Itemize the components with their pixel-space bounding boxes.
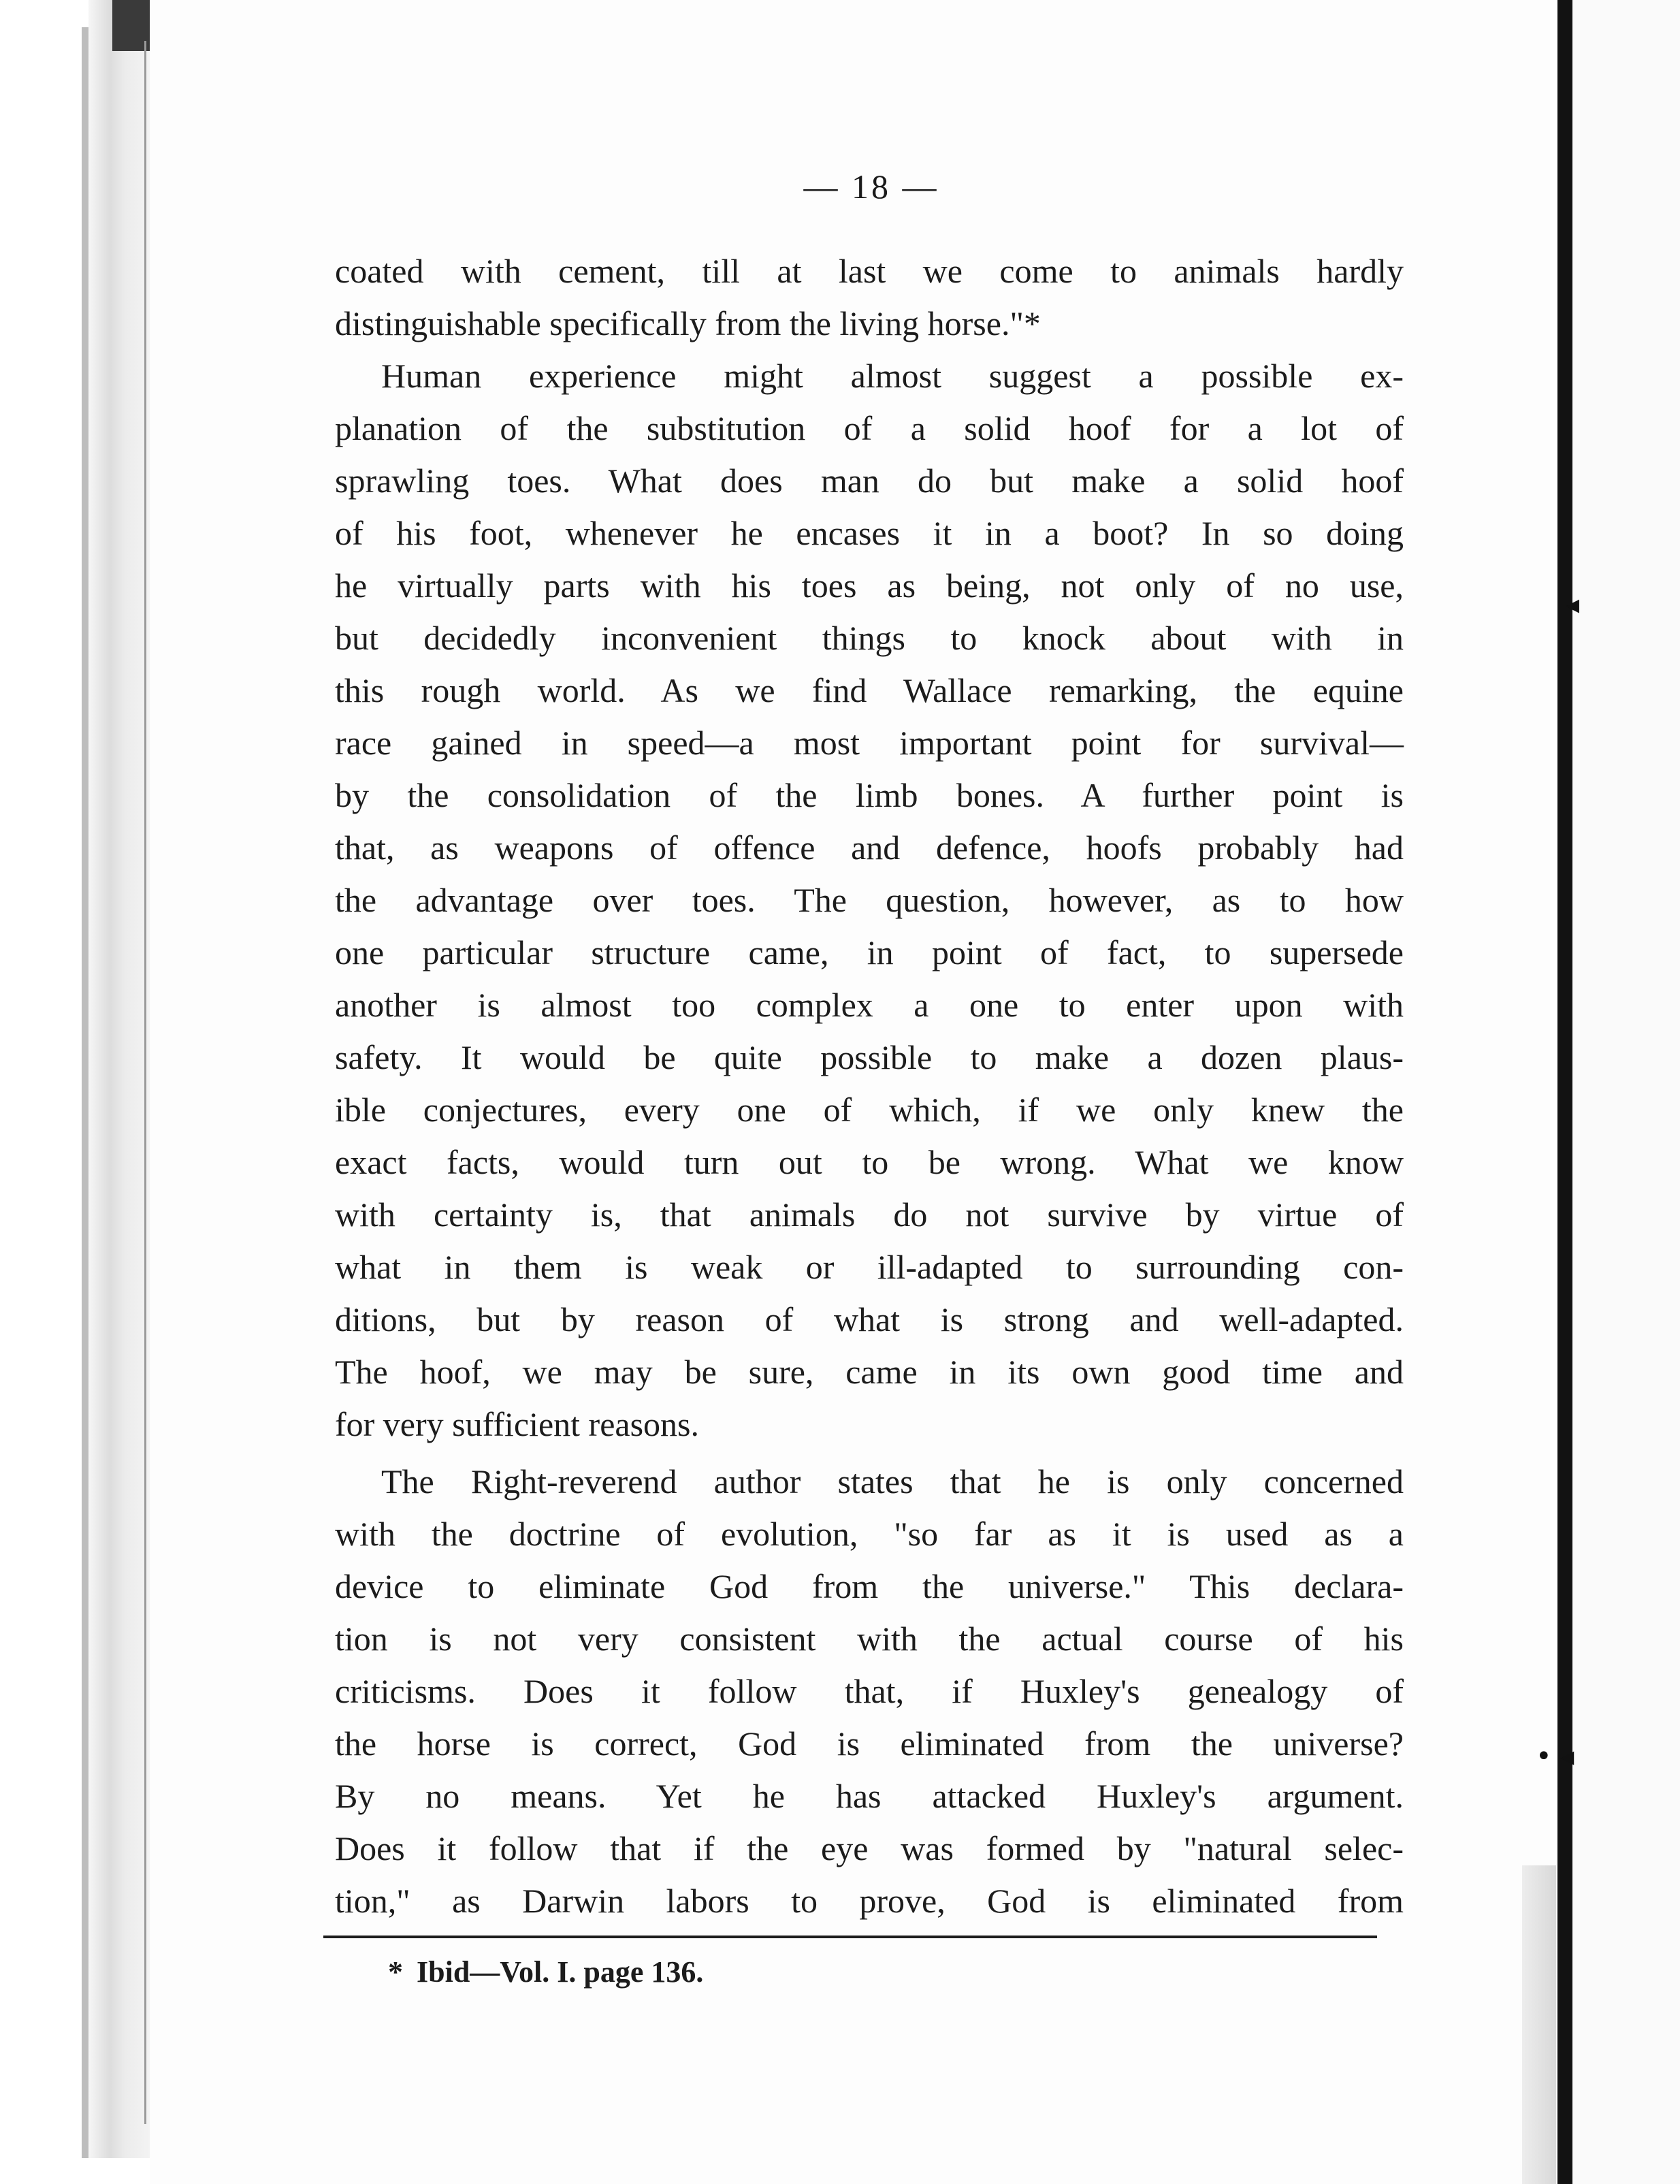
footnote — [388, 1954, 703, 1991]
footnote-text: Ibid—Vol. I. page 136. — [417, 1955, 704, 1989]
text-line: ible conjectures, every one of which, if we only knew the — [335, 1091, 1404, 1129]
left-page-edge — [88, 0, 150, 2158]
margin-mark-upper: ◂ — [1566, 589, 1580, 620]
text-line: safety. It would be quite possible to make a dozen plaus- — [335, 1038, 1404, 1076]
text-line: criticisms. Does it follow that, if Huxley's genealogy of — [335, 1672, 1404, 1710]
text-line: he virtually parts with his toes as being, not only of no use, — [335, 566, 1404, 605]
page-number: — 18 — — [803, 167, 939, 206]
text-line: exact facts, would turn out to be wrong. What we know — [335, 1143, 1404, 1181]
text-line: race gained in speed—a most important point for survival— — [335, 724, 1404, 762]
page-curl — [1522, 1865, 1556, 2184]
text-line: what in them is weak or ill-adapted to surrounding con- — [335, 1248, 1404, 1286]
text-line: one particular structure came, in point of fact, to supersede — [335, 933, 1404, 971]
text-line: distinguishable specifically from the living horse."* — [335, 304, 1041, 342]
page-edge-line — [144, 41, 146, 2124]
margin-mark-lower: • ◂ — [1536, 1741, 1574, 1772]
text-line: tion," as Darwin labors to prove, God is eliminated from — [335, 1882, 1404, 1920]
text-line: the advantage over toes. The question, however, as to how — [335, 881, 1404, 919]
text-line: of his foot, whenever he encases it in a boot? In so doing — [335, 514, 1404, 552]
text-line: with certainty is, that animals do not survive by virtue of — [335, 1195, 1404, 1234]
text-line: ditions, but by reason of what is strong and well-adapted. — [335, 1300, 1404, 1338]
text-line: that, as weapons of offence and defence, hoofs probably had — [335, 829, 1404, 867]
text-line: Human experience might almost suggest a possible ex- — [381, 357, 1404, 395]
text-line: planation of the substitution of a solid hoof for a lot of — [335, 409, 1404, 447]
binding-shadow — [82, 27, 88, 2158]
footnote-marker: * — [388, 1955, 403, 1989]
text-line: tion is not very consistent with the actual course of his — [335, 1620, 1404, 1658]
text-line: but decidedly inconvenient things to knock about with in — [335, 619, 1404, 657]
text-line: coated with cement, till at last we come to animals hardly — [335, 252, 1404, 290]
footnote-rule — [323, 1936, 1377, 1938]
text-line: the horse is correct, God is eliminated from the universe? — [335, 1724, 1404, 1763]
text-line: this rough world. As we find Wallace remarking, the equine — [335, 671, 1404, 709]
text-line: device to eliminate God from the universe." This declara- — [335, 1567, 1404, 1605]
text-line: The Right-reverend author states that he is only concerned — [381, 1462, 1404, 1500]
text-line: Does it follow that if the eye was formed by "natural selec- — [335, 1829, 1404, 1867]
text-line: another is almost too complex a one to enter upon with — [335, 986, 1404, 1024]
text-line: sprawling toes. What does man do but make a solid hoof — [335, 462, 1404, 500]
facing-page-edge — [1572, 0, 1680, 2184]
text-line: The hoof, we may be sure, came in its own good time and — [335, 1353, 1404, 1391]
text-line: by the consolidation of the limb bones. A further point is — [335, 776, 1404, 814]
text-line: By no means. Yet he has attacked Huxley's argument. — [335, 1777, 1404, 1815]
text-line: with the doctrine of evolution, "so far as it is used as a — [335, 1515, 1404, 1553]
gutter-bar — [1557, 0, 1572, 2184]
text-line: for very sufficient reasons. — [335, 1405, 700, 1443]
